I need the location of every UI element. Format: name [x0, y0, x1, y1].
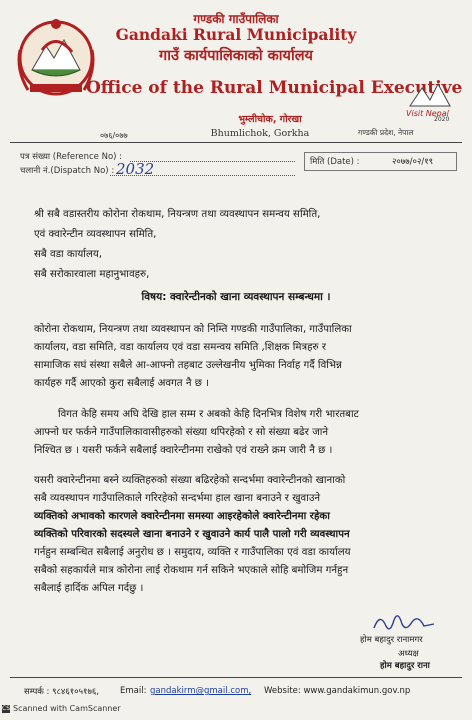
- reference-no-label: पत्र संख्या (Reference No) :: [20, 152, 123, 162]
- header-divider: [10, 142, 462, 143]
- paragraph-2-line: निश्चित छ । यसरी फर्कने सबैलाई क्वारेन्टीनमा राखेको एवं राख्ने क्रम जारी नै छ ।: [34, 445, 333, 456]
- paragraph-1-line: कोरोना रोकथाम, नियन्त्रण तथा व्यवस्थापन को निम्ति गण्डकी गाउँपालिका, गाउँपालिका: [34, 324, 352, 335]
- paragraph-3-line: व्यक्तिको परिवारको सदस्यले खाना बनाउने र खुवाउने कार्य पालै पालो गरी व्यवस्थापन: [34, 529, 350, 540]
- addressee-line: श्री सबै वडास्तरीय कोरोना रोकथाम, नियन्त्रण तथा व्यवस्थापन समन्वय समिति,: [34, 209, 321, 220]
- signatory-stamp: होम बहादुर राना: [380, 661, 430, 671]
- camscanner-text: Scanned with CamScanner: [13, 704, 121, 713]
- paragraph-3-line: सबैको सहकार्यले मात्र कोरोना लाई रोकथाम गर्न सकिने भएकाले सोहि बमोजिम गर्नहुन: [34, 565, 349, 576]
- signatory-title: अध्यक्ष: [398, 649, 419, 659]
- reference-no-line: [130, 161, 295, 162]
- municipality-name-en: Gandaki Rural Municipality: [115, 25, 357, 44]
- footer-email-label: Email:: [120, 686, 147, 696]
- footer-website[interactable]: Website: www.gandakimun.gov.np: [264, 686, 411, 696]
- office-name-en: Office of the Rural Municipal Executive: [86, 78, 463, 98]
- paragraph-3-line: गर्नहुन सम्बन्धित सबैलाई अनुरोध छ । समुदाय, व्यक्ति र गाउँपालिका एवं वडा कार्यालय: [34, 547, 351, 558]
- paragraph-3-line: यसरी क्वारेन्टीनमा बस्ने व्यक्तिहरुको संख्या बढिरहेको सन्दर्भमा क्वारेन्टीनको खानाको: [34, 475, 346, 486]
- municipality-name-np-top: गण्डकी गाउँपालिका: [193, 12, 279, 26]
- paragraph-1-line: कार्यहरु गर्दै आएको कुरा सबैलाई अवगत नै छ ।: [34, 378, 209, 389]
- paragraph-3-line: सबै व्यवस्थापन गाउँपालिकाले गरिरहेको सन्दर्भमा हाल खाना बनाउने र खुवाउने: [34, 493, 321, 504]
- addressee-line: एवं क्वारेन्टीन व्यवस्थापन समिति,: [34, 229, 157, 240]
- footer-divider: [10, 677, 462, 678]
- footer-phone: सम्पर्क : ९८४६१०५१७६,: [24, 687, 99, 697]
- paragraph-3-line: व्यक्तिको अभावको कारणले क्वारेन्टीनमा समस्या आइरहेकोले क्वारेन्टीनमा रहेका: [34, 511, 330, 522]
- signatory-name: होम बहादुर रानामगर: [360, 635, 423, 645]
- location-en: Bhumlichok, Gorkha: [210, 128, 310, 139]
- paragraph-2-line: आफ्नो घर फर्कने गाउँपालिकावासीहरुको संख्या थपिरहेको र सो संख्या बढेर जाने: [34, 427, 329, 438]
- signature-icon: [372, 610, 436, 636]
- camscanner-watermark: [2, 704, 121, 713]
- paragraph-3-line: सबैलाई हार्दिक अपिल गर्दछु ।: [34, 583, 144, 594]
- footer-email-link[interactable]: gandakirm@gmail.com,: [150, 686, 252, 696]
- fiscal-year: ०७६/०७७: [100, 131, 128, 140]
- paragraph-2-line: विगत केहि समय अघि देखि हाल सम्म र अबको केहि दिनभित्र विशेष गरी भारतबाट: [58, 409, 359, 420]
- visit-nepal-text: Visit Nepal: [406, 109, 449, 118]
- office-name-np: गाउँ कार्यपालिकाको कार्यालय: [159, 48, 313, 64]
- province-label: गण्डकी प्रदेश, नेपाल: [358, 128, 414, 137]
- date-value: २०७७/०२/१९: [392, 157, 434, 167]
- visit-nepal-logo-icon: [404, 78, 456, 122]
- addressee-line: सबै वडा कार्यालय,: [34, 249, 102, 260]
- date-label: मिति (Date) :: [310, 157, 360, 167]
- paragraph-1-line: कार्यालय, वडा समिति, वडा कार्यालय एवं वडा समन्वय समिति ,शिक्षक मित्रहरु र: [34, 342, 326, 353]
- dispatch-no-value: 2032: [116, 160, 155, 178]
- subject-line: विषय: क्वारेन्टीनको खाना व्यवस्थापन सम्बन्धमा ।: [141, 291, 331, 303]
- camscanner-logo-icon: CS: [2, 704, 10, 712]
- dispatch-no-label: चलानी नं.(Dispatch No) :: [20, 166, 115, 176]
- visit-nepal-year: 2020: [434, 116, 450, 122]
- paragraph-1-line: सामाजिक सघं संस्था सबैले आ-आफ्नो तहबाट उल्लेखनीय भुमिका निर्वाह गर्दै विभिन्न: [34, 360, 342, 371]
- location-np: भुम्लीचोक, गोरखा: [238, 114, 302, 125]
- addressee-line: सबै सरोकारवाला महानुभावहरु,: [34, 269, 150, 280]
